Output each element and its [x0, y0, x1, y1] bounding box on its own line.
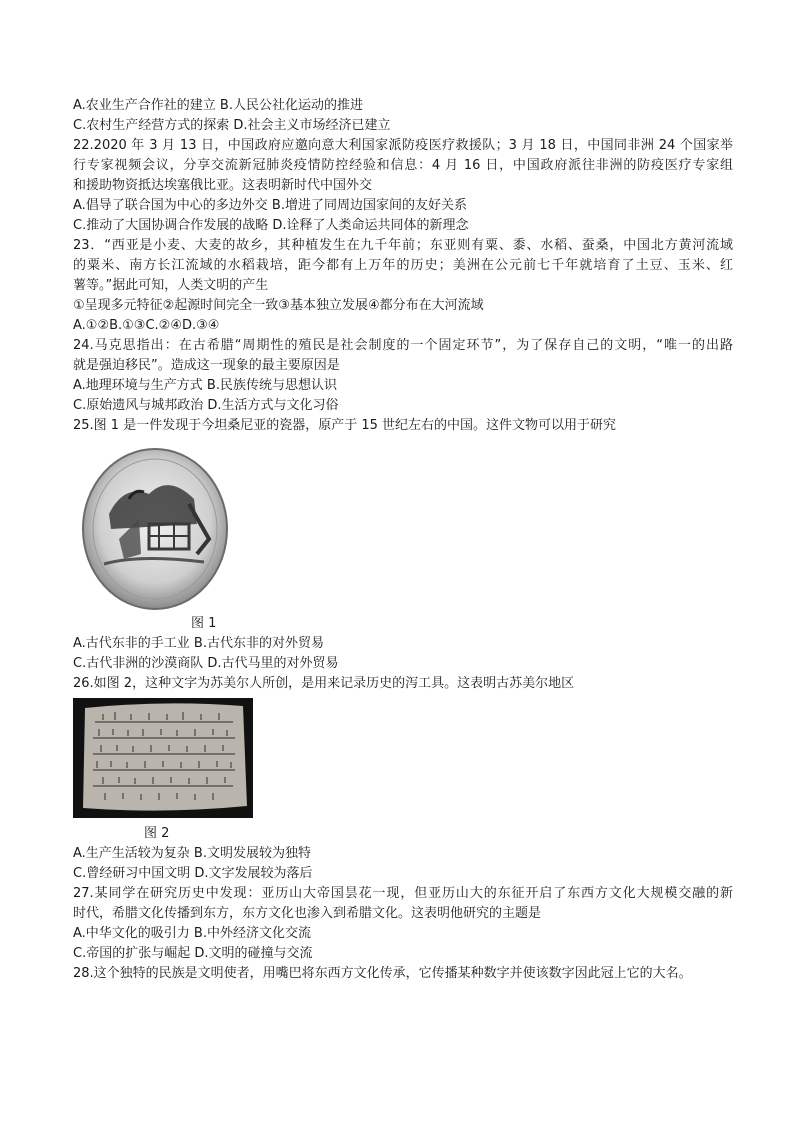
question-25-line: 25.图 1 是一件发现于今坦桑尼亚的瓷器，原产于 15 世纪左右的中国。这件文物可以用于研究	[73, 418, 617, 433]
exam-page	[73, 96, 733, 984]
question-23-line: 23．“西亚是小麦、大麦的故乡，其种植发生在九千年前；东亚则有粟、黍、水稻、蚕桑，中国北方黄河流域	[73, 238, 733, 253]
cuneiform-tablet-image	[73, 698, 253, 818]
question-22-line: 和援助物资抵达埃塞俄比亚。这表明新时代中国外交	[73, 178, 373, 193]
option-line: C.推动了大国协调合作发展的战略 D.诠释了人类命运共同体的新理念	[73, 218, 469, 233]
question-23-line: 薯等。”据此可知，人类文明的产生	[73, 278, 269, 293]
statement-line: ①呈现多元特征②起源时间完全一致③基本独立发展④都分布在大河流域	[73, 298, 484, 313]
option-line: C.农村生产经营方式的探索 D.社会主义市场经济已建立	[73, 118, 391, 133]
option-line: A.古代东非的手工业 B.古代东非的对外贸易	[73, 636, 324, 651]
question-27-line: 27.某同学在研究历史中发现：亚历山大帝国昙花一现，但亚历山大的东征开启了东西方文化大规模交融的新	[73, 886, 733, 901]
option-line: C.曾经研习中国文明 D.文字发展较为落后	[73, 866, 313, 881]
option-line: A.倡导了联合国为中心的多边外交 B.增进了同周边国家间的友好关系	[73, 198, 467, 213]
question-24-line: 24.马克思指出：在古希腊“周期性的殖民是社会制度的一个固定环节”，为了保存自己的文明，“唯一的出路	[73, 338, 733, 353]
question-27-line: 时代，希腊文化传播到东方，东方文化也渗入到希腊文化。这表明他研究的主题是	[73, 906, 542, 921]
question-23-line: 的粟米、南方长江流域的水稻栽培，距今都有上万年的历史；美洲在公元前七千年就培育了土豆、玉米、红	[73, 258, 733, 273]
question-24-line: 就是强迫移民”。造成这一现象的最主要原因是	[73, 358, 340, 373]
question-22-line: 22.2020 年 3 月 13 日，中国政府应邀向意大利国家派防疫医疗救援队；3 月 18 日，中国同非洲 24 个国家举	[73, 138, 733, 153]
option-line: A.农业生产合作社的建立 B.人民公社化运动的推进	[73, 98, 363, 113]
text-block-c	[73, 844, 733, 984]
porcelain-plate-image	[79, 444, 229, 614]
text-block-b	[73, 634, 733, 694]
option-line: A.生产生活较为复杂 B.文明发展较为独特	[73, 846, 311, 861]
figure-1-caption: 图 1	[191, 616, 217, 631]
option-line: C.古代非洲的沙漠商队 D.古代马里的对外贸易	[73, 656, 339, 671]
option-line: C.原始遗风与城邦政治 D.生活方式与文化习俗	[73, 398, 339, 413]
option-line: C.帝国的扩张与崛起 D.文明的碰撞与交流	[73, 946, 313, 961]
option-line: A.①②B.①③C.②④D.③④	[73, 318, 220, 333]
question-22-line: 行专家视频会议，分享交流新冠肺炎疫情防控经验和信息：4 月 16 日，中国政府派往非洲的防疫医疗专家组	[73, 158, 733, 173]
figure-2-caption: 图 2	[144, 826, 170, 841]
text-block-a	[73, 96, 733, 436]
question-26-line: 26.如图 2，这种文字为苏美尔人所创，是用来记录历史的泻工具。这表明古苏美尔地区	[73, 676, 575, 691]
question-28-line: 28.这个独特的民族是文明使者，用嘴巴将东西方文化传承，它传播某种数字并使该数字因此冠上它的大名。	[73, 966, 692, 981]
option-line: A.地理环境与生产方式 B.民族传统与思想认识	[73, 378, 337, 393]
option-line: A.中华文化的吸引力 B.中外经济文化交流	[73, 926, 311, 941]
